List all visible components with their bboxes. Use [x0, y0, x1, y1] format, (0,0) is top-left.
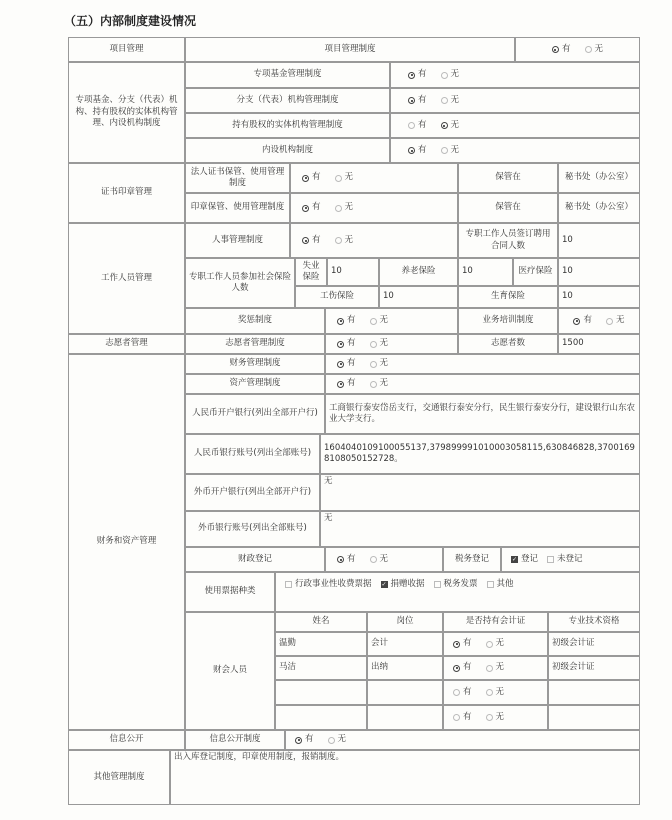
receipt-admin-fee-checkbox[interactable] [285, 581, 292, 588]
yes-radio-dot[interactable] [337, 381, 344, 388]
volunteer-mgmt-label: 志愿者管理 [68, 334, 185, 354]
no-radio-label: 无 [379, 315, 389, 326]
acct-name: 马洁 [275, 656, 367, 680]
yes-radio-dot[interactable] [302, 175, 309, 182]
medical-value: 10 [558, 258, 640, 286]
training-system-label: 业务培训制度 [458, 308, 558, 334]
hr-system-radio[interactable] [290, 223, 458, 258]
receipt-tax-invoice-label: 税务发票 [443, 579, 478, 589]
no-radio-label: 无 [495, 711, 505, 722]
yes-radio-label: 有 [463, 662, 472, 673]
no-radio-label: 无 [379, 378, 389, 389]
yes-radio-label: 有 [312, 234, 321, 245]
medical-label: 医疗保险 [513, 258, 558, 286]
fx-bank-value: 无 [320, 474, 640, 511]
acct-header-qual: 专业技术资格 [548, 612, 640, 632]
tax-registered-label: 登记 [521, 553, 539, 564]
acct-cert-radio[interactable] [443, 656, 548, 680]
info-system-label: 信息公开制度 [185, 730, 285, 750]
finance-system-radio[interactable] [325, 354, 640, 374]
asset-system-radio[interactable] [325, 374, 640, 394]
insurance-label: 专职工作人员参加社会保险人数 [185, 258, 295, 308]
contract-count-value: 10 [558, 223, 640, 258]
no-radio-dot[interactable] [370, 341, 377, 348]
no-radio-label: 无 [450, 69, 460, 80]
yes-radio-label: 有 [463, 638, 472, 649]
yes-radio-dot[interactable] [337, 361, 344, 368]
cert-mgmt-label: 证书印章管理 [68, 163, 185, 223]
acct-header-name: 姓名 [275, 612, 367, 632]
seal-system-label: 印章保管、使用管理制度 [185, 193, 290, 223]
no-radio-dot[interactable] [370, 381, 377, 388]
no-radio-label: 无 [379, 553, 389, 564]
branch-system-label: 分支（代表）机构管理制度 [185, 88, 390, 113]
reward-system-label: 奖惩制度 [185, 308, 325, 334]
no-radio-label: 无 [379, 358, 389, 369]
finance-mgmt-label: 财务和资产管理 [68, 354, 185, 730]
acct-name: 温勤 [275, 632, 367, 656]
acct-post [367, 680, 443, 705]
accountant-label: 财会人员 [185, 612, 275, 730]
no-radio-dot[interactable] [370, 556, 377, 563]
yes-radio-dot[interactable] [408, 122, 415, 129]
yes-radio-label: 有 [347, 315, 356, 326]
birth-value: 10 [558, 286, 640, 308]
acct-header-cert: 是否持有会计证 [443, 612, 548, 632]
fx-account-value: 无 [320, 511, 640, 547]
no-radio-label: 无 [344, 202, 354, 213]
training-system-radio[interactable] [558, 308, 640, 334]
acct-qual: 初级会计证 [548, 632, 640, 656]
tax-registered-checkbox[interactable]: ✓ [512, 556, 518, 563]
branch-system-radio[interactable] [390, 88, 640, 113]
no-radio-dot[interactable] [441, 72, 448, 79]
no-radio-label: 无 [450, 119, 460, 130]
receipt-other-checkbox[interactable] [487, 581, 494, 588]
yes-radio-dot[interactable] [295, 737, 302, 744]
no-radio-label: 无 [337, 734, 347, 745]
yes-radio-label: 有 [347, 338, 356, 349]
acct-header-post: 岗位 [367, 612, 443, 632]
yes-radio-dot[interactable] [453, 665, 460, 672]
reward-system-radio[interactable] [325, 308, 458, 334]
cert-keep-label: 保管在 [458, 163, 558, 193]
other-system-label: 其他管理制度 [68, 750, 170, 805]
no-radio-dot[interactable] [335, 237, 342, 244]
project-system-label: 项目管理制度 [185, 37, 515, 62]
tax-unregistered-label: 未登记 [557, 553, 583, 564]
yes-radio-label: 有 [305, 734, 314, 745]
fiscal-reg-label: 财政登记 [185, 547, 325, 572]
rmb-bank-value: 工商银行泰安岱岳支行，交通银行泰安分行，民生银行泰安分行，建设银行山东农业大学支行。 [325, 394, 640, 434]
yes-radio-dot[interactable] [552, 46, 559, 53]
no-radio-dot[interactable] [335, 205, 342, 212]
no-radio-label: 无 [344, 234, 354, 245]
rmb-account-value: 1604040109100055137,379899991010003058115,630846828,37001698108050152728。 [320, 434, 640, 474]
yes-radio-dot[interactable] [302, 237, 309, 244]
no-radio-dot[interactable] [328, 737, 335, 744]
project-mgmt-label: 项目管理 [68, 37, 185, 62]
project-system-radio[interactable] [515, 37, 640, 62]
pension-label: 养老保险 [379, 258, 458, 286]
receipt-donation-label: 捐赠收据 [390, 579, 425, 589]
yes-radio-label: 有 [418, 69, 427, 80]
hr-system-label: 人事管理制度 [185, 223, 290, 258]
acct-name [275, 680, 367, 705]
no-radio-label: 无 [495, 686, 505, 697]
contract-count-label: 专职工作人员签订聘用合同人数 [458, 223, 558, 258]
acct-cert-radio[interactable] [443, 632, 548, 656]
yes-radio-label: 有 [463, 711, 472, 722]
rmb-account-label: 人民币银行账号(列出全部账号) [185, 434, 320, 474]
yes-radio-dot[interactable] [453, 714, 460, 721]
yes-radio-label: 有 [312, 202, 321, 213]
yes-radio-dot[interactable] [453, 689, 460, 696]
unemployment-value: 10 [327, 258, 379, 286]
yes-radio-label: 有 [463, 686, 472, 697]
system-table [68, 37, 640, 805]
fx-bank-label: 外币开户银行(列出全部开户行) [185, 474, 320, 511]
no-radio-dot[interactable] [370, 318, 377, 325]
fund-system-label: 专项基金管理制度 [185, 62, 390, 88]
seal-system-radio[interactable] [290, 193, 458, 223]
yes-radio-label: 有 [347, 378, 356, 389]
fiscal-reg-radio[interactable] [325, 547, 443, 572]
no-radio-dot[interactable] [370, 361, 377, 368]
volunteer-count-value: 1500 [558, 334, 640, 354]
tax-reg-label: 税务登记 [443, 547, 501, 572]
section-title: （五）内部制度建设情况 [64, 14, 197, 28]
no-radio-label: 无 [379, 338, 389, 349]
no-radio-dot[interactable] [486, 665, 493, 672]
fx-account-label: 外币银行账号(列出全部账号) [185, 511, 320, 547]
no-radio-dot[interactable] [441, 122, 448, 129]
rmb-bank-label: 人民币开户银行(列出全部开户行) [185, 394, 325, 434]
no-radio-dot[interactable] [441, 147, 448, 154]
info-system-radio[interactable] [285, 730, 640, 750]
equity-system-radio[interactable] [390, 113, 640, 138]
tax-unregistered-checkbox[interactable] [547, 556, 554, 563]
no-radio-label: 无 [344, 172, 354, 183]
receipt-tax-invoice-checkbox[interactable] [434, 581, 441, 588]
birth-label: 生育保险 [458, 286, 558, 308]
branch-mgmt-label: 专项基金、分支（代表）机构、持有股权的实体机构管理、内设机构制度 [68, 62, 185, 163]
receipt-other-label: 其他 [496, 579, 514, 589]
seal-keep-label: 保管在 [458, 193, 558, 223]
acct-cert-radio[interactable] [443, 680, 548, 705]
yes-radio-dot[interactable] [453, 641, 460, 648]
no-radio-dot[interactable] [486, 714, 493, 721]
yes-radio-dot[interactable] [337, 556, 344, 563]
no-radio-dot[interactable] [606, 318, 613, 325]
no-radio-dot[interactable] [335, 175, 342, 182]
yes-radio-dot[interactable] [302, 205, 309, 212]
no-radio-dot[interactable] [486, 689, 493, 696]
acct-cert-radio[interactable] [443, 705, 548, 730]
volunteer-count-label: 志愿者数 [458, 334, 558, 354]
yes-radio-dot[interactable] [408, 147, 415, 154]
yes-radio-label: 有 [418, 144, 427, 155]
internal-system-radio[interactable] [390, 138, 640, 163]
yes-radio-label: 有 [347, 553, 356, 564]
no-radio-label: 无 [450, 144, 460, 155]
finance-system-label: 财务管理制度 [185, 354, 325, 374]
acct-qual [548, 680, 640, 705]
yes-radio-dot[interactable] [337, 318, 344, 325]
injury-value: 10 [379, 286, 458, 308]
acct-post: 出纳 [367, 656, 443, 680]
tax-reg-options[interactable] [501, 547, 640, 572]
no-radio-dot[interactable] [441, 97, 448, 104]
yes-radio-dot[interactable] [337, 341, 344, 348]
receipt-donation-checkbox[interactable]: ✓ [381, 581, 387, 589]
no-radio-label: 无 [616, 315, 625, 326]
yes-radio-label: 有 [418, 94, 427, 105]
yes-radio-dot[interactable] [408, 97, 415, 104]
receipt-type-label: 使用票据种类 [185, 572, 275, 612]
receipt-admin-fee-label: 行政事业性收费票据 [295, 579, 372, 589]
cert-keep-value: 秘书处（办公室） [558, 163, 640, 193]
acct-post [367, 705, 443, 730]
cert-system-label: 法人证书保管、使用管理制度 [185, 163, 290, 193]
acct-name [275, 705, 367, 730]
yes-radio-label: 有 [347, 358, 356, 369]
no-radio-dot[interactable] [486, 641, 493, 648]
yes-radio-label: 有 [583, 315, 592, 326]
volunteer-system-label: 志愿者管理制度 [185, 334, 325, 354]
no-radio-label: 无 [450, 94, 460, 105]
yes-radio-dot[interactable] [573, 318, 580, 325]
no-radio-dot[interactable] [585, 46, 592, 53]
pension-value: 10 [458, 258, 513, 286]
unemployment-label: 失业保险 [295, 258, 327, 286]
no-radio-label: 无 [495, 638, 505, 649]
no-radio-label: 无 [495, 662, 505, 673]
volunteer-system-radio[interactable] [325, 334, 458, 354]
no-radio-label: 无 [594, 43, 604, 54]
yes-radio-label: 有 [561, 43, 571, 54]
equity-system-label: 持有股权的实体机构管理制度 [185, 113, 390, 138]
fund-system-radio[interactable] [390, 62, 640, 88]
seal-keep-value: 秘书处（办公室） [558, 193, 640, 223]
cert-system-radio[interactable] [290, 163, 458, 193]
acct-qual: 初级会计证 [548, 656, 640, 680]
yes-radio-label: 有 [418, 119, 427, 130]
info-disclosure-label: 信息公开 [68, 730, 185, 750]
yes-radio-dot[interactable] [408, 72, 415, 79]
acct-qual [548, 705, 640, 730]
acct-post: 会计 [367, 632, 443, 656]
receipt-type-options[interactable] [275, 572, 640, 612]
internal-system-label: 内设机构制度 [185, 138, 390, 163]
yes-radio-label: 有 [312, 172, 321, 183]
asset-system-label: 资产管理制度 [185, 374, 325, 394]
other-system-value: 出入库登记制度，印章使用制度，报销制度。 [170, 750, 640, 805]
staff-mgmt-label: 工作人员管理 [68, 223, 185, 334]
injury-label: 工伤保险 [295, 286, 379, 308]
